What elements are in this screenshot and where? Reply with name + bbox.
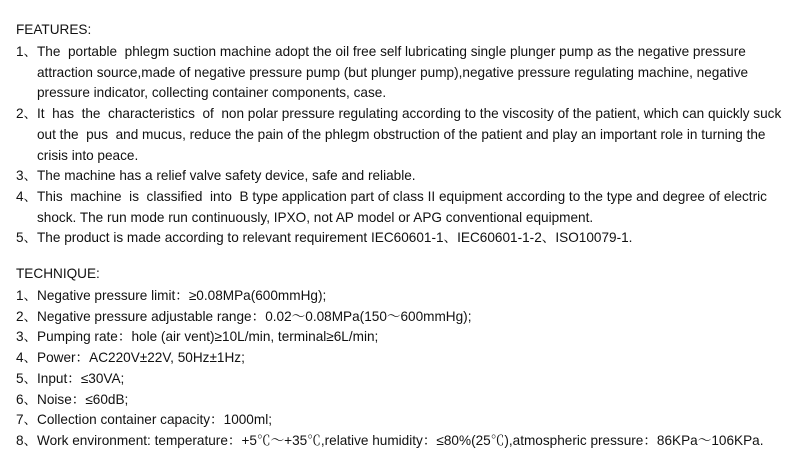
features-section — [16, 20, 786, 249]
feature-number: 1、 — [16, 44, 38, 59]
technique-text: Negative pressure adjustable range：0.02～0.08MPa(150～600mmHg); — [37, 308, 472, 324]
technique-item-2 — [16, 307, 786, 328]
technique-item-3 — [16, 327, 786, 348]
feature-number: 2、 — [16, 106, 38, 122]
technique-text: Input：≤30VA; — [37, 370, 125, 386]
technique-number: 8、 — [16, 432, 38, 448]
technique-item-8 — [16, 431, 786, 452]
feature-number: 3、 — [16, 168, 38, 184]
feature-number: 5、 — [16, 230, 38, 246]
technique-number: 5、 — [16, 370, 38, 386]
feature-item-1 — [16, 42, 786, 104]
technique-heading: TECHNIQUE: — [16, 266, 100, 281]
feature-item-5 — [16, 228, 786, 249]
features-heading: FEATURES: — [16, 22, 92, 37]
feature-text: The product is made according to relevant requirement IEC60601-1、IEC60601-1-2、ISO10079-1. — [37, 230, 633, 246]
feature-item-4 — [16, 187, 786, 228]
feature-item-3 — [16, 166, 786, 187]
feature-text: The machine has a relief valve safety device, safe and reliable. — [37, 168, 416, 184]
technique-number: 7、 — [16, 412, 38, 428]
technique-number: 1、 — [16, 288, 38, 303]
technique-item-6 — [16, 390, 786, 411]
feature-item-2 — [16, 104, 786, 166]
technique-text: Pumping rate：hole (air vent)≥10L/min, terminal≥6L/min; — [37, 329, 379, 345]
technique-number: 2、 — [16, 308, 38, 324]
feature-text: It has the characteristics of non polar pressure regulating according to the viscosity of the patient, which can quickly suck out the pus and mucus, reduce the pain of the phlegm obstruction of the patient and play an important role in turning the crisis into peace. — [37, 106, 786, 163]
feature-number: 4、 — [16, 188, 38, 204]
technique-item-4 — [16, 348, 786, 369]
technique-number: 6、 — [16, 391, 38, 407]
technique-item-5 — [16, 369, 786, 390]
technique-text: Work environment: temperature：+5℃～+35℃,relative humidity：≤80%(25℃),atmospheric pressure：86KPa～106KPa. — [37, 432, 764, 448]
feature-text: This machine is classified into B type application part of class II equipment according to the type and degree of electric shock. The run mode run continuously, IPXO, not AP model or APG conventional equipment. — [37, 188, 771, 225]
technique-text: Power：AC220V±22V, 50Hz±1Hz; — [37, 350, 245, 366]
technique-text: Noise：≤60dB; — [37, 391, 129, 407]
feature-text: The portable phlegm suction machine adopt the oil free self lubricating single plunger pump as the negative pressure attraction source,made of negative pressure pump (but plunger pump),negative pressure regulating machine, negative pressure indicator, collecting container components, case. — [37, 44, 752, 101]
technique-text: Collection container capacity：1000ml; — [37, 412, 272, 428]
technique-section — [16, 264, 786, 452]
technique-item-1 — [16, 286, 786, 307]
technique-item-7 — [16, 410, 786, 431]
technique-text: Negative pressure limit：≥0.08MPa(600mmHg); — [37, 288, 327, 303]
technique-number: 3、 — [16, 329, 38, 345]
technique-number: 4、 — [16, 350, 38, 366]
